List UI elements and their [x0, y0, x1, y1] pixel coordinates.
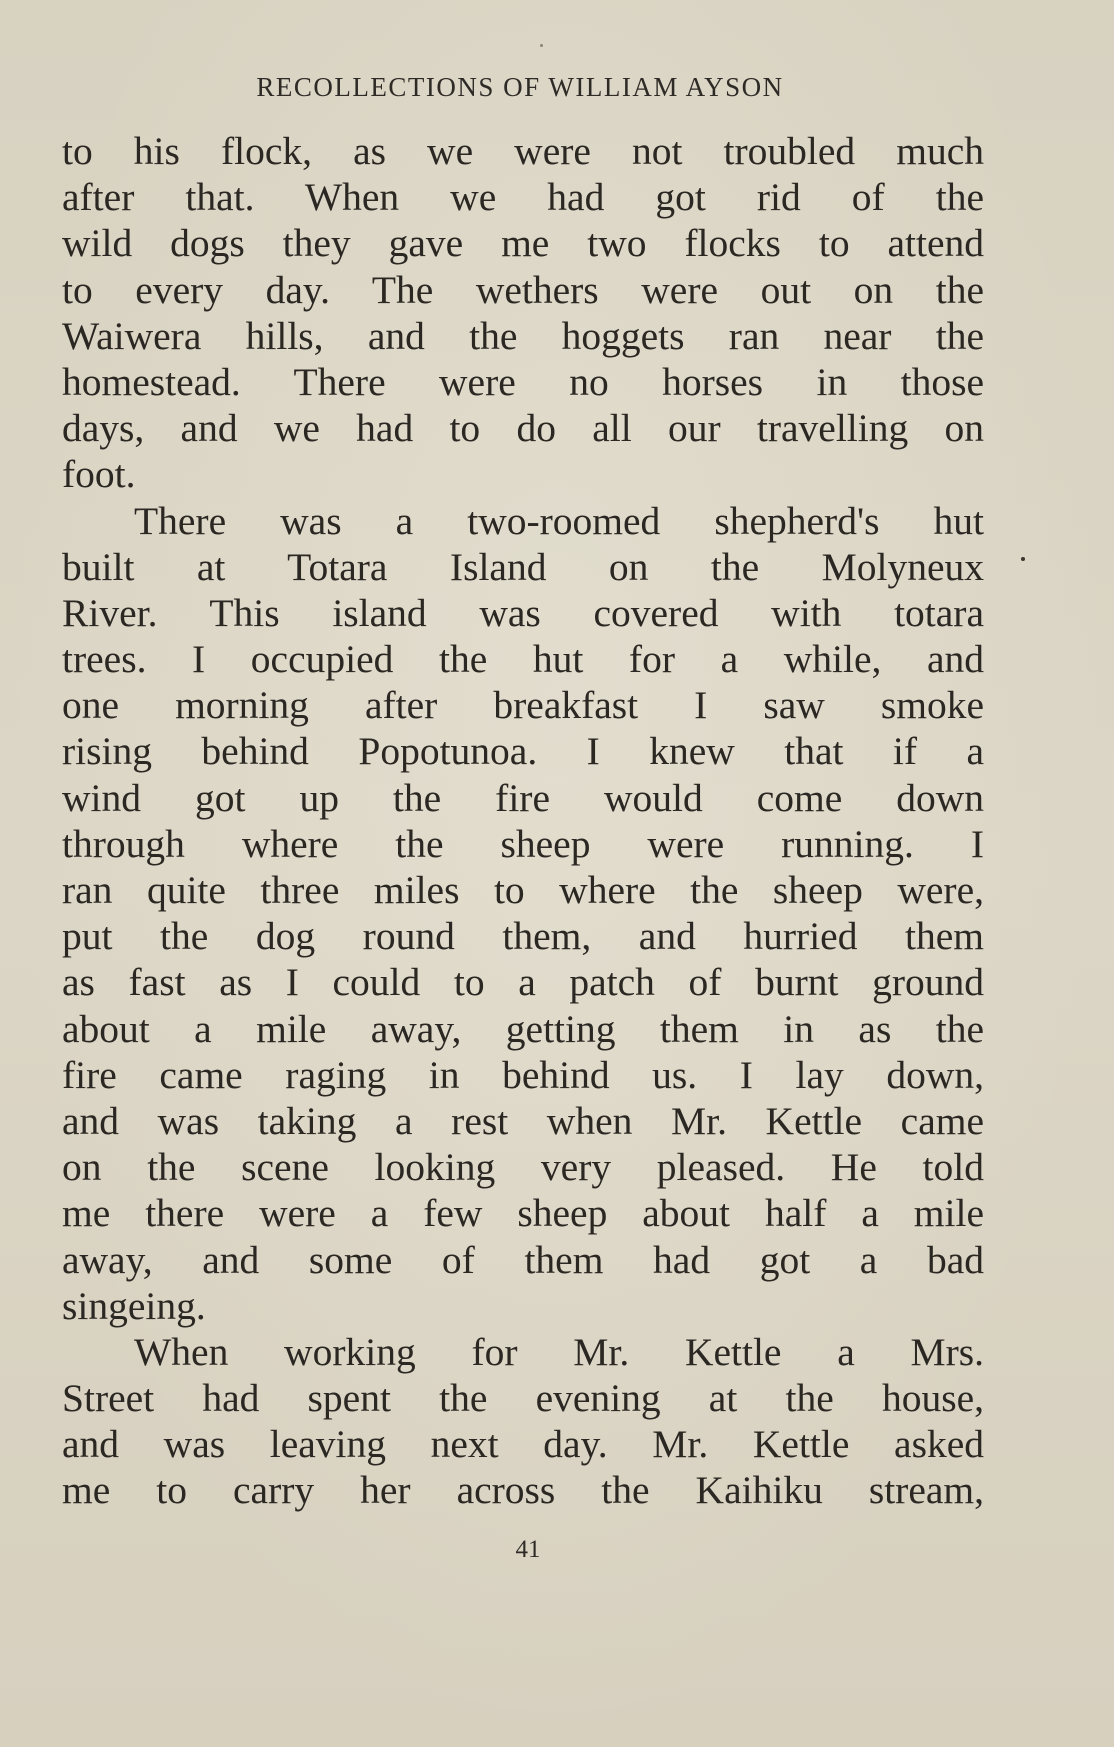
text-line: rising behind Popotunoa. I knew that if a	[62, 729, 984, 774]
text-line: singeing.	[62, 1283, 206, 1328]
text-line: me there were a few sheep about half a mile	[62, 1191, 984, 1236]
text-line: after that. When we had got rid of the	[62, 175, 984, 220]
text-line: wind got up the fire would come down	[62, 775, 984, 820]
text-line: foot.	[62, 452, 136, 497]
text-line: trees. I occupied the hut for a while, and	[62, 637, 984, 682]
text-line: Waiwera hills, and the hoggets ran near the	[62, 313, 984, 358]
text-line: about a mile away, getting them in as the	[62, 1006, 984, 1051]
text-line: away, and some of them had got a bad	[62, 1237, 984, 1282]
text-line: built at Totara Island on the Molyneux	[62, 544, 984, 589]
text-line: to every day. The wethers were out on the	[62, 267, 984, 312]
running-head: RECOLLECTIONS OF WILLIAM AYSON	[256, 72, 784, 102]
paragraph	[62, 498, 984, 1329]
text-line: homestead. There were no horses in those	[62, 359, 984, 404]
page-number: 41	[515, 1536, 541, 1563]
print-speck	[1021, 557, 1025, 561]
text-line: one morning after breakfast I saw smoke	[62, 683, 984, 728]
text-line: and was leaving next day. Mr. Kettle asked	[62, 1422, 984, 1467]
text-line: me to carry her across the Kaihiku stream,	[62, 1468, 984, 1513]
paragraph	[62, 128, 984, 498]
text-line: There was a two-roomed shepherd's hut	[134, 498, 984, 543]
text-line: River. This island was covered with totara	[62, 590, 984, 635]
text-line: days, and we had to do all our travelling on	[62, 406, 984, 451]
text-line: and was taking a rest when Mr. Kettle came	[62, 1098, 984, 1143]
text-line: to his flock, as we were not troubled much	[62, 129, 984, 173]
text-line: ran quite three miles to where the sheep were,	[62, 868, 984, 912]
body-text	[62, 128, 984, 1514]
text-line: fire came raging in behind us. I lay down,	[62, 1052, 984, 1097]
paragraph	[62, 1329, 984, 1514]
text-line: When working for Mr. Kettle a Mrs.	[134, 1329, 984, 1374]
text-line: put the dog round them, and hurried them	[62, 914, 984, 959]
print-speck	[540, 44, 543, 47]
text-line: on the scene looking very pleased. He told	[62, 1145, 984, 1190]
text-line: as fast as I could to a patch of burnt ground	[62, 960, 984, 1005]
text-line: Street had spent the evening at the house,	[62, 1376, 984, 1421]
text-line: wild dogs they gave me two flocks to attend	[62, 221, 984, 266]
text-line: through where the sheep were running. I	[62, 821, 984, 866]
